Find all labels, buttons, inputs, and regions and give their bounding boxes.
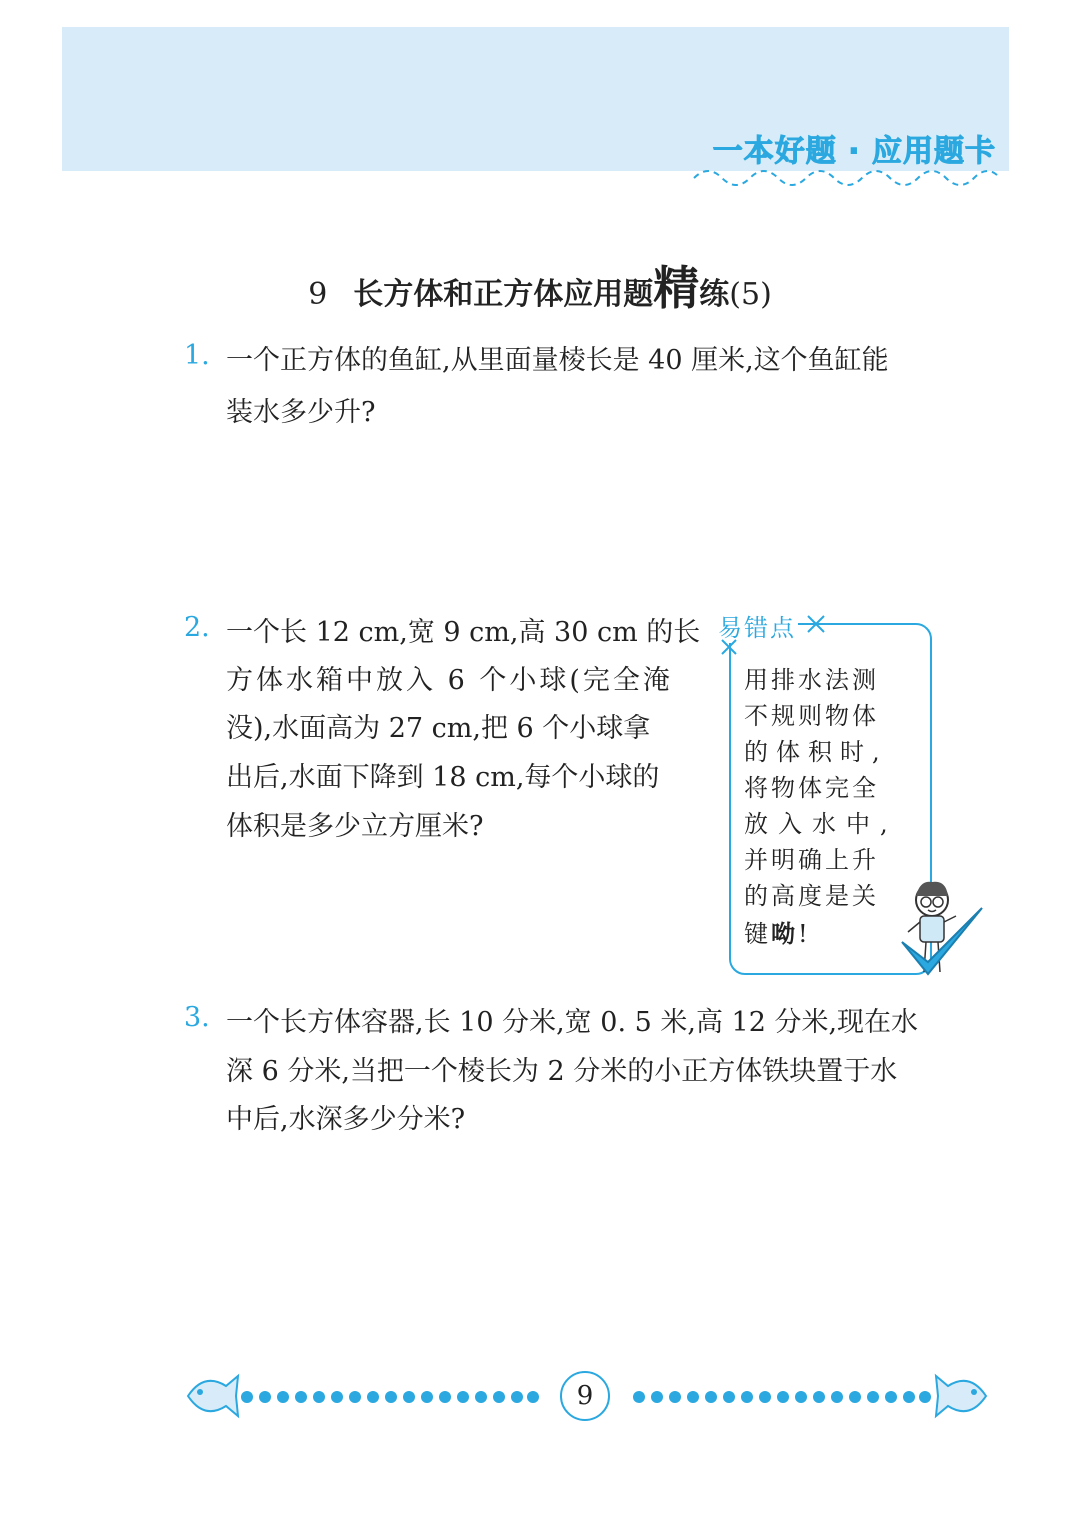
- cross-icon-small: [718, 636, 740, 658]
- tip-line-7: 的高度是关: [744, 882, 879, 910]
- tip-line-3: 的体积时,: [744, 738, 888, 766]
- title-emphasis: 精: [653, 261, 700, 315]
- question-2-line-5: 体积是多少立方厘米?: [226, 811, 484, 842]
- question-1-number: 1.: [184, 340, 210, 371]
- tip-line-4: 将物体完全: [744, 774, 879, 802]
- question-3-line-1: 一个长方体容器,长 10 分米,宽 0. 5 米,高 12 分米,现在水: [226, 1007, 919, 1038]
- brand-title: 一本好题 · 应用题卡: [712, 134, 996, 169]
- page-title: [0, 252, 1080, 318]
- question-3-number: 3.: [184, 1002, 210, 1033]
- tip-last-bold: 呦: [771, 920, 798, 948]
- question-2-line-1: 一个长 12 cm,宽 9 cm,高 30 cm 的长: [226, 617, 701, 648]
- tip-last-suffix: !: [798, 920, 811, 948]
- page-number: 9: [560, 1371, 610, 1421]
- question-3-line-3: 中后,水深多少分米?: [226, 1104, 466, 1135]
- tip-line-1: 用排水法测: [744, 666, 879, 694]
- wave-decoration: [692, 160, 1002, 194]
- title-part: (5): [729, 277, 772, 312]
- dots-right: [632, 1390, 932, 1404]
- tip-line-8: [744, 914, 811, 949]
- tip-line-2: 不规则物体: [744, 702, 879, 730]
- cross-icon: [804, 612, 828, 636]
- question-2-line-4: 出后,水面下降到 18 cm,每个小球的: [226, 762, 660, 793]
- title-number: 9: [308, 277, 328, 312]
- question-1-line-2: 装水多少升?: [226, 397, 376, 428]
- tip-line-6: 并明确上升: [744, 846, 879, 874]
- tip-label: 易错点: [716, 608, 798, 643]
- question-2-line-2: 方体水箱中放入 6 个小球(完全淹: [226, 665, 673, 696]
- question-1-line-1: 一个正方体的鱼缸,从里面量棱长是 40 厘米,这个鱼缸能: [226, 345, 889, 376]
- title-suffix: 练: [699, 277, 730, 312]
- fish-icon-right: [932, 1368, 992, 1424]
- question-2-line-3: 没),水面高为 27 cm,把 6 个小球拿: [226, 713, 651, 744]
- tip-line-5: 放入水中,: [744, 810, 898, 838]
- checkmark-icon: [898, 904, 988, 984]
- fish-icon-left: [182, 1368, 242, 1424]
- question-3-line-2: 深 6 分米,当把一个棱长为 2 分米的小正方体铁块置于水: [226, 1056, 898, 1087]
- title-text: 长方体和正方体应用题: [353, 277, 654, 312]
- tip-last-prefix: 键: [744, 920, 771, 948]
- question-2-number: 2.: [184, 612, 210, 643]
- dots-left: [240, 1390, 540, 1404]
